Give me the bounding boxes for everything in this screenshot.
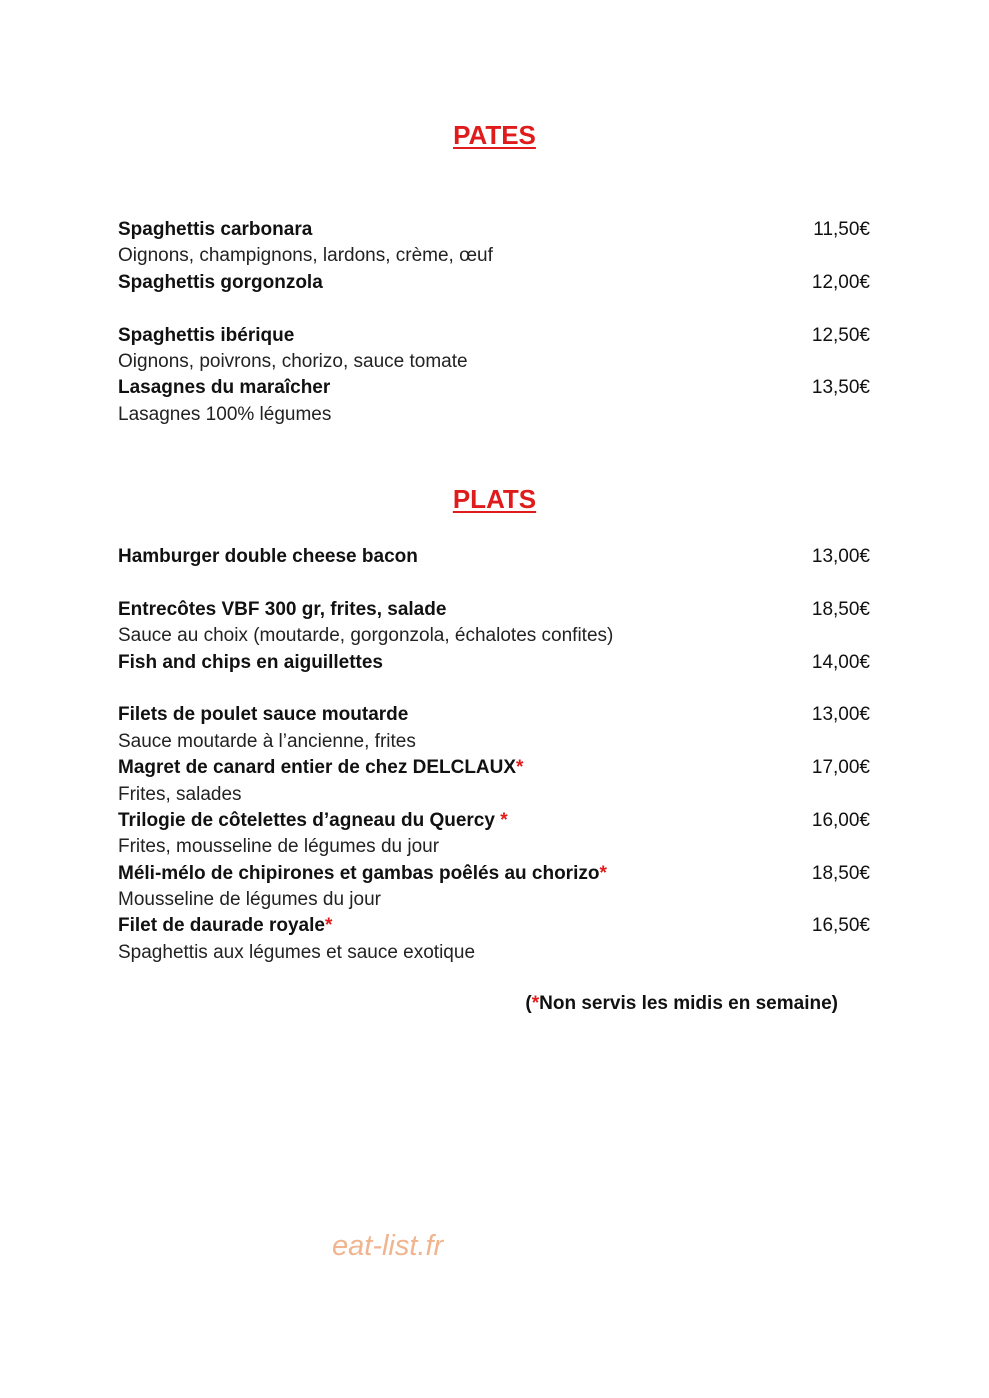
menu-item	[118, 217, 870, 243]
menu-item	[118, 913, 870, 939]
item-name: Méli-mélo de chipirones et gambas poêlés au chorizo	[118, 862, 600, 884]
item-name: Lasagnes du maraîcher	[118, 377, 331, 399]
plats-menu-list	[118, 544, 870, 966]
item-description: Sauce au choix (moutarde, gorgonzola, échalotes confites)	[118, 625, 614, 647]
item-name: Magret de canard entier de chez DELCLAUX	[118, 757, 517, 779]
item-name: Filet de daurade royale	[118, 915, 325, 937]
item-price: 18,50€	[811, 862, 870, 884]
item-description: Lasagnes 100% légumes	[118, 403, 332, 425]
menu-item	[118, 861, 870, 887]
item-description: Mousseline de légumes du jour	[118, 889, 381, 911]
menu-item	[118, 650, 870, 676]
item-name: Spaghettis ibérique	[118, 324, 295, 346]
item-name: Entrecôtes VBF 300 gr, frites, salade	[118, 598, 447, 620]
item-name: Hamburger double cheese bacon	[118, 546, 418, 567]
item-name: Trilogie de côtelettes d’agneau du Quercy	[118, 809, 501, 831]
spacer	[118, 296, 870, 322]
item-price: 14,00€	[811, 651, 870, 673]
section-title-plats: PLATS	[452, 484, 537, 514]
menu-item	[118, 755, 870, 781]
item-price: 13,00€	[811, 546, 870, 567]
footnote-text: Non servis les midis en semaine)	[539, 993, 838, 1014]
asterisk-mark: *	[324, 915, 333, 937]
menu-item	[118, 270, 870, 296]
menu-item	[118, 323, 870, 349]
menu-item	[118, 375, 870, 401]
item-description: Frites, salades	[118, 783, 242, 805]
item-name: Filets de poulet sauce moutarde	[118, 704, 409, 726]
item-price: 16,50€	[811, 915, 870, 937]
section-title-pates: PATES	[453, 120, 536, 150]
menu-item	[118, 597, 870, 623]
watermark-text: eat-list.fr	[332, 1230, 444, 1262]
item-description: Oignons, poivrons, chorizo, sauce tomate	[118, 350, 468, 372]
menu-item	[118, 544, 870, 570]
menu-item	[118, 702, 870, 728]
item-description: Frites, mousseline de légumes du jour	[118, 836, 440, 858]
item-price: 13,00€	[811, 704, 870, 726]
item-name: Fish and chips en aiguillettes	[118, 651, 383, 673]
item-price: 18,50€	[811, 598, 870, 620]
item-price: 12,50€	[811, 324, 870, 346]
item-description: Spaghettis aux légumes et sauce exotique	[118, 941, 476, 963]
footnote-open-paren: (	[525, 993, 532, 1014]
menu-item	[118, 808, 870, 834]
item-price: 16,00€	[811, 809, 870, 831]
spacer	[118, 676, 870, 702]
item-name: Spaghettis gorgonzola	[118, 271, 323, 293]
item-price: 11,50€	[813, 219, 870, 240]
item-price: 17,00€	[811, 757, 870, 779]
item-price: 12,00€	[811, 271, 870, 293]
footnote	[525, 993, 838, 1015]
item-price: 13,50€	[811, 377, 870, 399]
spacer	[118, 570, 870, 596]
item-name: Spaghettis carbonara	[118, 219, 313, 240]
item-description: Sauce moutarde à l’ancienne, frites	[118, 730, 416, 752]
item-description: Oignons, champignons, lardons, crème, œuf	[118, 245, 493, 267]
asterisk-mark: *	[599, 862, 607, 884]
asterisk-mark: *	[500, 809, 508, 831]
pates-menu-list	[118, 217, 870, 428]
asterisk-mark: *	[516, 757, 524, 779]
asterisk-mark: *	[531, 993, 540, 1014]
